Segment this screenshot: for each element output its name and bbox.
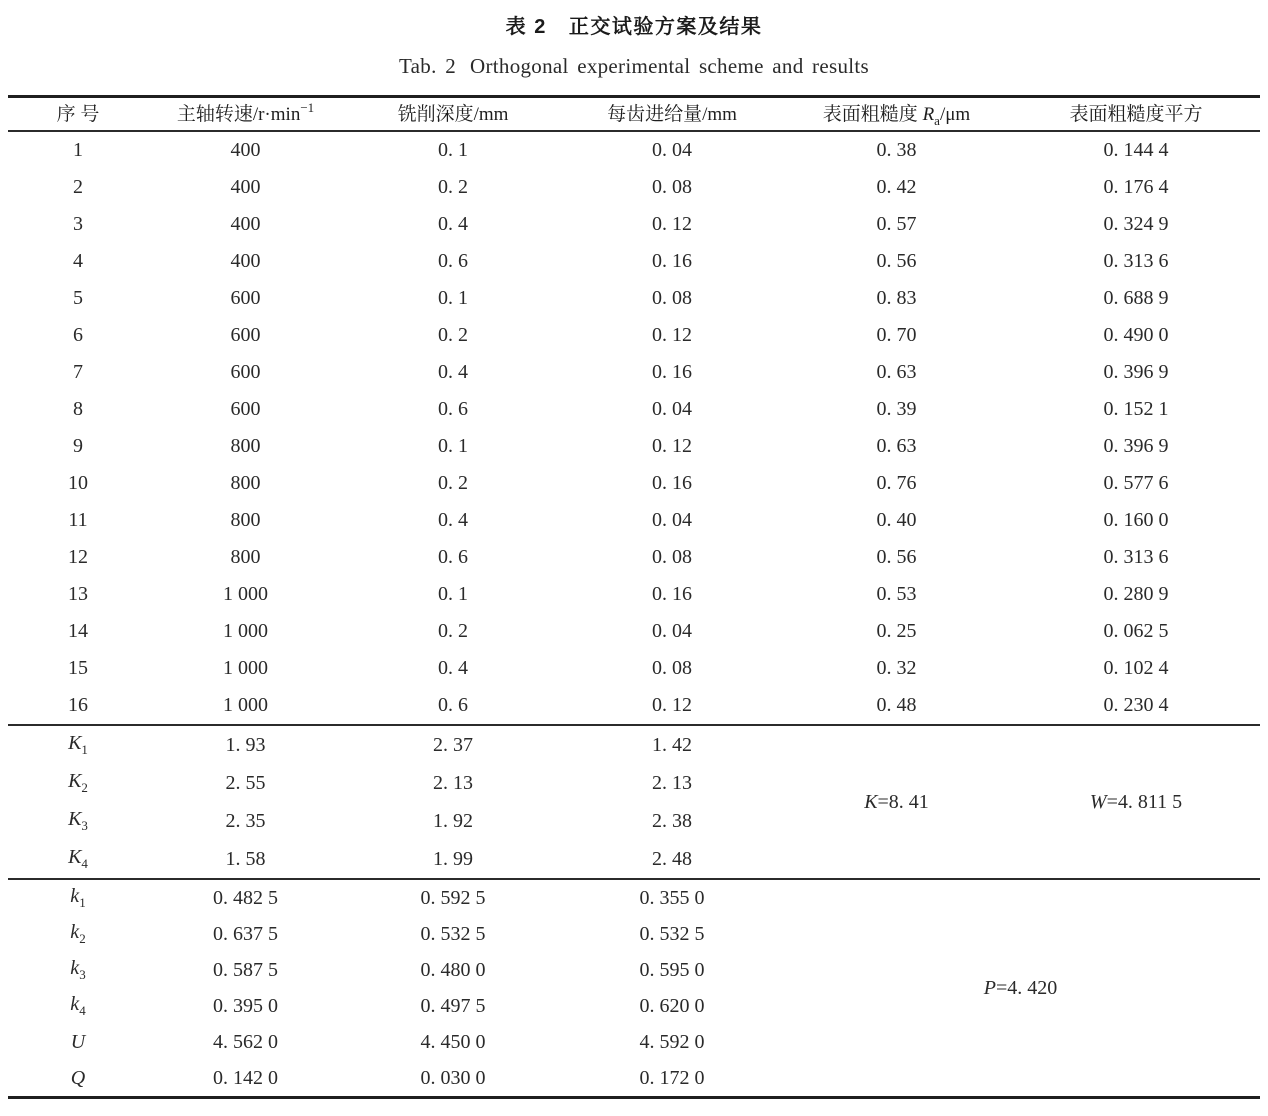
table-cell: 0. 6 (438, 546, 468, 568)
table-row (8, 687, 1260, 725)
table-cell: 0. 152 1 (1103, 398, 1169, 420)
table-cell: 0. 48 (876, 694, 917, 716)
table-cell: 0. 6 (438, 398, 468, 420)
table-cell: 0. 313 6 (1103, 546, 1169, 568)
table-cell: 0. 324 9 (1103, 213, 1169, 235)
table-cell: 0. 53 (876, 583, 917, 605)
column-header-spindle-speed: 主轴转速$/r\cdot\min^{-1}$ (176, 99, 315, 126)
table-row (8, 613, 1260, 650)
table-title-zh-text: 正交试验方案及结果 (568, 16, 763, 38)
row-number-cell: 3 (73, 213, 83, 235)
column-header-roughness-squared: 表面粗糙度平方 (1069, 104, 1203, 126)
table-cell: 0. 56 (876, 250, 917, 272)
stat-label-cell (8, 952, 148, 988)
stat-label-cell (8, 1024, 148, 1060)
table-cell: 600 (230, 324, 261, 346)
stat-label-var: U (70, 1030, 86, 1053)
table-cell: 0. 16 (652, 250, 692, 272)
stat-label-cell (8, 802, 148, 840)
row-number-cell: 12 (68, 546, 88, 568)
table-cell: 0. 482 5 (213, 886, 278, 909)
row-number-cell: 9 (73, 435, 83, 457)
table-cell: 0. 16 (652, 472, 692, 494)
row-number-cell: 13 (68, 583, 88, 605)
table-cell: 0. 1 (438, 435, 468, 457)
table-title-en-text: Orthogonal experimental scheme and results (470, 54, 869, 78)
table-row (8, 539, 1260, 576)
table-row (8, 280, 1260, 317)
table-row (8, 169, 1260, 206)
table-cell: 0. 08 (652, 546, 692, 568)
table-cell: 4. 450 0 (420, 1030, 486, 1053)
table-cell: 0. 230 4 (1103, 694, 1169, 716)
table-cell: 0. 144 4 (1103, 139, 1169, 161)
table-cell: 0. 620 0 (639, 994, 705, 1017)
table-row (8, 502, 1260, 539)
table-cell: 1. 99 (433, 847, 473, 870)
table-cell: 400 (230, 139, 261, 161)
stat-label-subscript: 2 (81, 780, 88, 795)
table-cell: 1. 93 (225, 733, 266, 756)
stat-label-subscript: 4 (81, 856, 88, 871)
row-number-cell: 1 (73, 139, 83, 161)
row-number-cell: 8 (73, 398, 83, 420)
column-header-milling-depth: 铣削深度/mm (397, 104, 509, 126)
table-cell: 2. 35 (225, 809, 266, 832)
table-cell: 0. 12 (652, 324, 692, 346)
table-cell: 0. 70 (876, 324, 917, 346)
table-cell: 0. 04 (652, 620, 692, 642)
stat-label-var: k (70, 957, 80, 979)
k-mean-row (8, 879, 1260, 916)
table-cell: 0. 04 (652, 398, 692, 420)
table-cell: 0. 04 (652, 509, 692, 531)
table-cell: 0. 532 5 (420, 922, 486, 945)
table-cell: 0. 490 0 (1103, 324, 1169, 346)
table-cell: 0. 2 (438, 176, 468, 198)
table-cell: 0. 176 4 (1103, 176, 1169, 198)
stat-label-var: k (70, 993, 80, 1015)
table-cell: 0. 04 (652, 139, 692, 161)
stat-label-cell (8, 1060, 148, 1098)
table-cell: 0. 142 0 (213, 1066, 278, 1089)
table-cell: 4. 592 0 (639, 1030, 705, 1053)
stat-label-cell (8, 764, 148, 802)
stat-label-cell (8, 725, 148, 764)
table-cell: 0. 480 0 (420, 958, 486, 981)
stat-label-var: K (68, 770, 82, 792)
table-cell: 800 (230, 435, 261, 457)
table-cell: 0. 4 (438, 509, 468, 531)
column-header-surface-roughness: 表面粗糙度 $R_a/\mu m$ (822, 104, 971, 128)
row-number-cell: 5 (73, 287, 83, 309)
merged-stat-var: K (864, 790, 878, 813)
table-cell: 0. 63 (876, 361, 917, 383)
table-cell: 0. 56 (876, 546, 917, 568)
table-cell: 0. 2 (438, 472, 468, 494)
table-cell: 600 (230, 398, 261, 420)
table-cell: 0. 172 0 (639, 1066, 705, 1089)
table-cell: 2. 13 (652, 771, 692, 794)
table-cell: 0. 76 (876, 472, 917, 494)
table-cell: 1 000 (223, 694, 268, 716)
table-cell: 0. 030 0 (420, 1066, 486, 1089)
table-cell: 0. 4 (438, 361, 468, 383)
merged-stat-cell: W=4. 811 5 (1089, 790, 1183, 813)
table-cell: 0. 160 0 (1103, 509, 1169, 531)
table-number-en: Tab. 2 (399, 54, 456, 78)
table-cell: 0. 396 9 (1103, 435, 1169, 457)
table-cell: 0. 6 (438, 694, 468, 716)
table-cell: 1. 58 (225, 847, 266, 870)
table-cell: 800 (230, 472, 261, 494)
table-cell: 0. 1 (438, 139, 468, 161)
merged-stat-var: P (983, 976, 996, 999)
experiment-data-section (8, 131, 1260, 725)
orthogonal-experiment-table (8, 95, 1260, 1099)
stat-label-subscript: 3 (81, 818, 88, 833)
stat-label-var: k (70, 885, 80, 907)
table-cell: 0. 25 (876, 620, 917, 642)
table-cell: 0. 42 (876, 176, 917, 198)
stat-label-var: K (68, 846, 82, 868)
stat-label-var: K (68, 732, 82, 754)
table-cell: 1 000 (223, 620, 268, 642)
table-cell: 0. 16 (652, 583, 692, 605)
table-cell: 0. 12 (652, 694, 692, 716)
table-cell: 1. 92 (433, 809, 473, 832)
table-cell: 0. 08 (652, 176, 692, 198)
table-row (8, 576, 1260, 613)
table-cell: 0. 32 (876, 657, 917, 679)
table-cell: 0. 4 (438, 213, 468, 235)
stat-label-subscript: 1 (79, 895, 86, 910)
table-cell: 0. 83 (876, 287, 917, 309)
table-cell: 2. 38 (652, 809, 692, 832)
table-cell: 1 000 (223, 583, 268, 605)
row-number-cell: 4 (73, 250, 83, 272)
table-cell: 0. 497 5 (420, 994, 486, 1017)
stat-label-subscript: 1 (81, 742, 88, 757)
table-row (8, 428, 1260, 465)
table-cell: 1 000 (223, 657, 268, 679)
table-cell: 1. 42 (652, 733, 692, 756)
table-cell: 0. 38 (876, 139, 917, 161)
table-cell: 0. 16 (652, 361, 692, 383)
table-row (8, 354, 1260, 391)
table-cell: 0. 57 (876, 213, 917, 235)
table-cell: 400 (230, 176, 261, 198)
column-header-feed-per-tooth: 每齿进给量/mm (607, 104, 737, 126)
table-cell: 2. 37 (433, 733, 473, 756)
table-title-zh (0, 0, 1268, 39)
stat-label-cell (8, 988, 148, 1024)
stat-label-cell (8, 916, 148, 952)
table-number-zh: 表 2 (505, 16, 547, 38)
table-cell: 0. 1 (438, 287, 468, 309)
table-row (8, 243, 1260, 280)
table-cell: 0. 587 5 (213, 958, 278, 981)
table-cell: 0. 102 4 (1103, 657, 1169, 679)
table-cell: 400 (230, 213, 261, 235)
merged-stat-var: W (1089, 790, 1107, 813)
k-mean-section (8, 879, 1260, 1098)
table-cell: 0. 688 9 (1103, 287, 1169, 309)
row-number-cell: 6 (73, 324, 83, 346)
table-cell: 0. 577 6 (1103, 472, 1169, 494)
table-cell: 600 (230, 287, 261, 309)
table-cell: 400 (230, 250, 261, 272)
row-number-cell: 11 (68, 509, 88, 531)
table-cell: 0. 313 6 (1103, 250, 1169, 272)
table-cell: 0. 08 (652, 657, 692, 679)
table-cell: 0. 6 (438, 250, 468, 272)
table-row (8, 317, 1260, 354)
table-cell: 0. 4 (438, 657, 468, 679)
table-cell: 2. 13 (433, 771, 473, 794)
row-number-cell: 16 (68, 694, 88, 716)
table-cell: 0. 355 0 (639, 886, 705, 909)
stat-label-subscript: 4 (79, 1003, 86, 1018)
row-number-cell: 15 (68, 657, 88, 679)
table-cell: 2. 55 (225, 771, 266, 794)
table-cell: 0. 63 (876, 435, 917, 457)
table-cell: 0. 40 (876, 509, 917, 531)
table-cell: 0. 062 5 (1103, 620, 1169, 642)
table-row (8, 465, 1260, 502)
table-cell: 800 (230, 509, 261, 531)
table-cell: 4. 562 0 (213, 1030, 278, 1053)
table-row (8, 131, 1260, 169)
row-number-cell: 10 (68, 472, 88, 494)
merged-stat-cell: K=8. 41 (864, 790, 929, 813)
table-cell: 0. 396 9 (1103, 361, 1169, 383)
table-cell: 0. 532 5 (639, 922, 705, 945)
stat-label-var: K (68, 808, 82, 830)
stat-label-cell (8, 879, 148, 916)
table-cell: 0. 280 9 (1103, 583, 1169, 605)
table-cell: 0. 12 (652, 435, 692, 457)
row-number-cell: 14 (68, 620, 88, 642)
table-cell: 600 (230, 361, 261, 383)
table-row (8, 391, 1260, 428)
table-cell: 800 (230, 546, 261, 568)
row-number-cell: 2 (73, 176, 83, 198)
table-cell: 0. 1 (438, 583, 468, 605)
k-sum-section (8, 725, 1260, 879)
table-cell: 0. 595 0 (639, 958, 705, 981)
table-row (8, 206, 1260, 243)
column-header-index: 序 号 (56, 104, 100, 126)
table-cell: 2. 48 (652, 847, 692, 870)
stat-label-subscript: 3 (79, 967, 86, 982)
stat-label-subscript: 2 (79, 931, 86, 946)
table-cell: 0. 08 (652, 287, 692, 309)
table-title-en (0, 54, 1268, 79)
merged-stat-cell: P=4. 420 (983, 976, 1058, 999)
k-sum-row (8, 725, 1260, 764)
stat-label-var: Q (70, 1066, 86, 1089)
table-cell: 0. 2 (438, 620, 468, 642)
table-cell: 0. 39 (876, 398, 917, 420)
table-cell: 0. 2 (438, 324, 468, 346)
stat-label-cell (8, 840, 148, 879)
table-header-row (8, 97, 1260, 132)
stat-label-var: k (70, 921, 80, 943)
table-cell: 0. 12 (652, 213, 692, 235)
table-cell: 0. 395 0 (213, 994, 278, 1017)
table-cell: 0. 592 5 (420, 886, 486, 909)
row-number-cell: 7 (73, 361, 83, 383)
table-cell: 0. 637 5 (213, 922, 278, 945)
table-row (8, 650, 1260, 687)
